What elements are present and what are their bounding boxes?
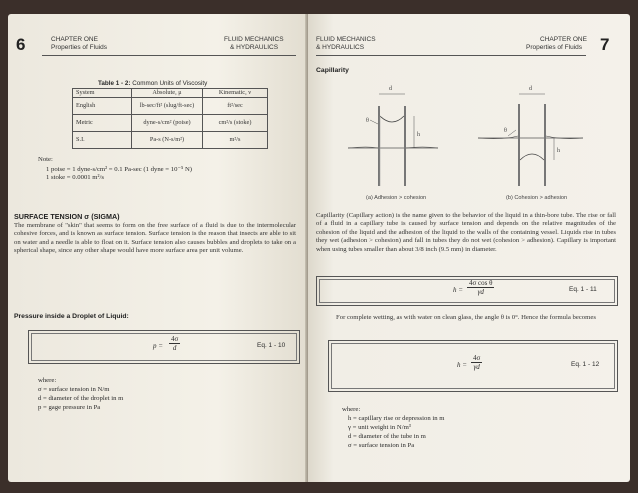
capillarity-paragraph: Capillarity (Capillary action) is the name given to the behavior of the liquid in a thin-bore tube. The rise or fall of a fluid in a capillary tube is caused by surface tension and depends on the relative magnitudes of the cohesion of the liquid and the adhesion of the liquid to the walls of the containing vessel. Liquids rise in tubes they wet (adhesion > cohesion) and fall in tubes they do not wet (cohesion > adhesion). Capillary is important when using tubes smaller than about 3/8 inch (9.5 mm) in diameter.: [316, 212, 616, 253]
note-line-1: 1 poise = 1 dyne-s/cm² = 0.1 Pa-sec (1 dyne = 10⁻⁵ N): [46, 166, 193, 173]
where-item: d = diameter of the droplet in m: [38, 395, 124, 402]
eq-numerator: 4σ: [171, 335, 179, 344]
where-item: σ = surface tension in Pa: [348, 442, 415, 449]
book-title: FLUID MECHANICS: [316, 36, 376, 43]
section-title: Capillarity: [316, 67, 349, 74]
viscosity-table: [72, 88, 268, 149]
col-header-kinematic: Kinematic, ν: [203, 89, 268, 98]
eq-label: Eq. 1 - 10: [257, 342, 286, 349]
table-header-row: [73, 89, 268, 98]
droplet-subhead: Pressure inside a Droplet of Liquid:: [14, 313, 129, 320]
where-label: where:: [342, 406, 361, 413]
cell-absolute: lb-sec/ft² (slug/ft-sec): [132, 97, 203, 114]
right-page: [308, 14, 630, 482]
table-row: [73, 114, 268, 131]
figure-a-caption: (a) Adhesion > cohesion: [366, 195, 427, 201]
cell-absolute: Pa-s (N-s/m²): [132, 131, 203, 148]
equation-box: [28, 330, 300, 364]
capillarity-figure: [338, 76, 598, 196]
fig-b-h-label: h: [557, 148, 560, 154]
eq-denominator: d: [172, 344, 177, 353]
eq-fraction: [169, 335, 180, 352]
where-item: h = capillary rise or depression in m: [348, 415, 445, 422]
note-title: Note:: [38, 156, 53, 163]
cell-kinematic: ft²/sec: [203, 97, 268, 114]
fig-a-h-label: h: [417, 132, 420, 138]
chapter-label: CHAPTER ONE: [540, 36, 587, 43]
section-title: SURFACE TENSION σ (SIGMA): [14, 212, 120, 221]
fig-a-theta-label: θ: [366, 118, 369, 124]
eq-lhs: p =: [153, 342, 163, 350]
eq2-fraction: [471, 354, 482, 371]
table-row: [73, 131, 268, 148]
fig-b-theta-label: θ: [504, 128, 507, 134]
cell-system: English: [73, 97, 132, 114]
table-caption: Table 1 - 2: Common Units of Viscosity: [98, 80, 208, 87]
header-rule: [316, 55, 586, 56]
eq1-lhs: h =: [453, 286, 463, 294]
fig-a-d-label: d: [389, 86, 392, 92]
where-item: γ = unit weight in N/m³: [348, 424, 411, 431]
chapter-subtitle: Properties of Fluids: [51, 44, 107, 51]
eq1-fraction: [467, 279, 494, 296]
eq2-numerator: 4σ: [473, 354, 481, 363]
book-subtitle: & HYDRAULICS: [230, 44, 279, 51]
col-header-system: System: [73, 89, 132, 98]
eq1-denominator: γd: [477, 288, 484, 297]
chapter-label: CHAPTER ONE: [51, 36, 98, 43]
equation-box-1: [316, 276, 618, 306]
figure-b-cohesion: [478, 94, 583, 186]
cell-absolute: dyne-s/cm² (poise): [132, 114, 203, 131]
equation-box-2: [328, 340, 618, 392]
page-number: 7: [600, 35, 610, 54]
cell-kinematic: cm²/s (stoke): [203, 114, 268, 131]
left-page: [8, 14, 308, 482]
eq2-lhs: h =: [457, 361, 467, 369]
eq1-numerator: 4σ cos θ: [469, 279, 493, 288]
eq2-denominator: γd: [473, 363, 480, 372]
fig-b-d-label: d: [529, 86, 532, 92]
book-title: FLUID MECHANICS: [224, 36, 284, 43]
wetting-paragraph: For complete wetting, as with water on clean glass, the angle θ is 0°. Hence the formula becomes: [336, 314, 596, 321]
where-item: d = diameter of the tube in m: [348, 433, 426, 440]
cell-kinematic: m²/s: [203, 131, 268, 148]
where-item: p = gage pressure in Pa: [38, 404, 101, 411]
where-item: σ = surface tension in N/m: [38, 386, 110, 393]
cell-system: Metric: [73, 114, 132, 131]
note-line-2: 1 stoke = 0.0001 m²/s: [46, 174, 104, 181]
figure-b-caption: (b) Cohesion > adhesion: [506, 195, 568, 201]
eq1-label: Eq. 1 - 11: [569, 286, 597, 293]
header-rule: [42, 55, 296, 56]
col-header-absolute: Absolute, μ: [132, 89, 203, 98]
book-subtitle: & HYDRAULICS: [316, 44, 365, 51]
page-number: 6: [16, 35, 26, 54]
cell-system: S.I.: [73, 131, 132, 148]
section-paragraph: The membrane of "skin" that seems to form on the free surface of a fluid is due to the intermolecular cohesive forces, and is known as surface tension. Surface tension is the reason that insects are able to sit on water and a needle is able to float on it. Surface tension also causes bubbles and droplets to take on a spherical shape, since any other shape would have more surface area per unit volume.: [14, 222, 296, 255]
where-label: where:: [38, 377, 57, 384]
chapter-subtitle: Properties of Fluids: [526, 44, 582, 51]
figure-a-adhesion: [348, 94, 438, 186]
eq2-label: Eq. 1 - 12: [571, 361, 600, 368]
table-row: [73, 97, 268, 114]
